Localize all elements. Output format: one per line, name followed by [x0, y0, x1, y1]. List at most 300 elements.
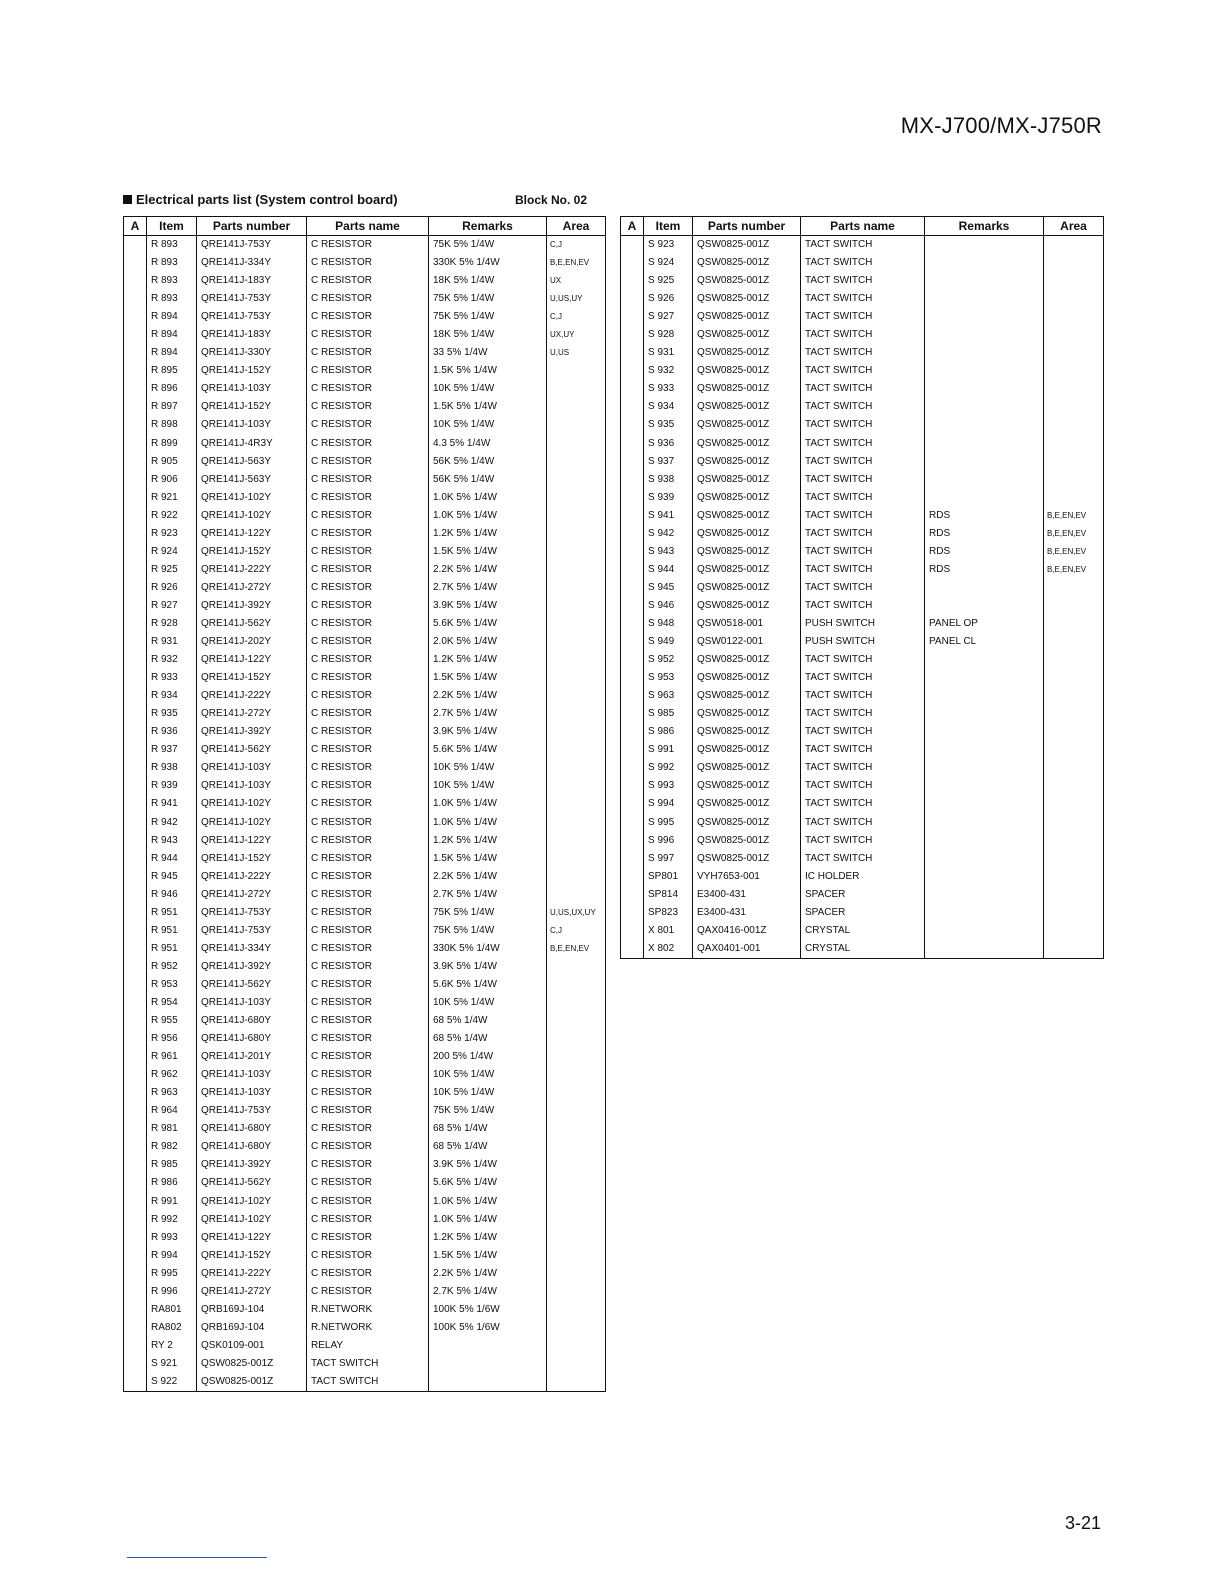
- cell-parts-name: C RESISTOR: [307, 1102, 429, 1120]
- cell-parts-name: C RESISTOR: [307, 1192, 429, 1210]
- cell-a: [124, 326, 147, 344]
- cell-parts-number: QSW0825-001Z: [693, 705, 801, 723]
- cell-area: [547, 795, 606, 813]
- cell-parts-number: QRE141J-753Y: [197, 308, 307, 326]
- cell-parts-number: VYH7653-001: [693, 868, 801, 886]
- table-row: [124, 1012, 606, 1030]
- cell-remarks: 1.5K 5% 1/4W: [429, 669, 547, 687]
- cell-item: R 893: [147, 254, 197, 272]
- cell-area: [1044, 741, 1104, 759]
- cell-a: [124, 868, 147, 886]
- cell-remarks: 10K 5% 1/4W: [429, 380, 547, 398]
- cell-a: [621, 398, 644, 416]
- table-row: [124, 832, 606, 850]
- cell-parts-number: QRE141J-272Y: [197, 705, 307, 723]
- table-row: [124, 994, 606, 1012]
- cell-remarks: 10K 5% 1/4W: [429, 759, 547, 777]
- cell-area: [547, 471, 606, 489]
- cell-area: [547, 850, 606, 868]
- table-row: [621, 236, 1104, 255]
- table-row: [621, 597, 1104, 615]
- cell-parts-number: QRE141J-753Y: [197, 236, 307, 255]
- cell-item: R 935: [147, 705, 197, 723]
- cell-item: R 954: [147, 994, 197, 1012]
- cell-remarks: 2.2K 5% 1/4W: [429, 868, 547, 886]
- cell-item: R 893: [147, 272, 197, 290]
- cell-remarks: 330K 5% 1/4W: [429, 940, 547, 958]
- table-row: [124, 777, 606, 795]
- cell-item: R 964: [147, 1102, 197, 1120]
- cell-parts-number: QRE141J-680Y: [197, 1138, 307, 1156]
- table-row: [621, 922, 1104, 940]
- table-row: [124, 272, 606, 290]
- table-row: [124, 705, 606, 723]
- cell-remarks: 10K 5% 1/4W: [429, 416, 547, 434]
- cell-item: R 933: [147, 669, 197, 687]
- cell-item: RA801: [147, 1301, 197, 1319]
- cell-area: [547, 687, 606, 705]
- cell-parts-number: QSW0825-001Z: [693, 579, 801, 597]
- cell-area: [1044, 398, 1104, 416]
- cell-a: [621, 868, 644, 886]
- cell-parts-name: TACT SWITCH: [801, 308, 925, 326]
- cell-a: [124, 669, 147, 687]
- cell-a: [124, 759, 147, 777]
- cell-area: [547, 1265, 606, 1283]
- cell-item: S 995: [644, 814, 693, 832]
- cell-area: [547, 435, 606, 453]
- cell-area: [1044, 886, 1104, 904]
- cell-parts-number: QRE141J-563Y: [197, 453, 307, 471]
- cell-a: [621, 272, 644, 290]
- cell-area: B,E,EN,EV: [1044, 525, 1104, 543]
- cell-remarks: 330K 5% 1/4W: [429, 254, 547, 272]
- cell-remarks: [925, 687, 1044, 705]
- cell-item: S 934: [644, 398, 693, 416]
- cell-remarks: [925, 795, 1044, 813]
- cell-remarks: [925, 362, 1044, 380]
- table-row: [124, 741, 606, 759]
- cell-parts-name: IC HOLDER: [801, 868, 925, 886]
- cell-area: [1044, 922, 1104, 940]
- cell-item: S 932: [644, 362, 693, 380]
- cell-area: [547, 976, 606, 994]
- cell-item: R 938: [147, 759, 197, 777]
- table-row: [621, 669, 1104, 687]
- table-row: [124, 814, 606, 832]
- cell-parts-number: QRE141J-102Y: [197, 1211, 307, 1229]
- cell-a: [621, 705, 644, 723]
- cell-parts-number: QRE141J-102Y: [197, 795, 307, 813]
- cell-area: [1044, 814, 1104, 832]
- cell-item: R 899: [147, 435, 197, 453]
- cell-parts-name: C RESISTOR: [307, 1138, 429, 1156]
- square-bullet-icon: [123, 195, 132, 204]
- cell-item: R 991: [147, 1192, 197, 1210]
- cell-area: [1044, 868, 1104, 886]
- cell-item: R 923: [147, 525, 197, 543]
- table-row: [124, 290, 606, 308]
- cell-parts-name: R.NETWORK: [307, 1301, 429, 1319]
- cell-remarks: 2.7K 5% 1/4W: [429, 886, 547, 904]
- cell-item: R 937: [147, 741, 197, 759]
- cell-parts-number: QRE141J-103Y: [197, 994, 307, 1012]
- cell-remarks: 75K 5% 1/4W: [429, 904, 547, 922]
- cell-remarks: 100K 5% 1/6W: [429, 1301, 547, 1319]
- cell-area: [547, 362, 606, 380]
- table-row: [621, 543, 1104, 561]
- cell-a: [621, 290, 644, 308]
- cell-parts-name: C RESISTOR: [307, 868, 429, 886]
- cell-area: [547, 1301, 606, 1319]
- cell-parts-name: C RESISTOR: [307, 453, 429, 471]
- table-row: [124, 1337, 606, 1355]
- cell-parts-name: C RESISTOR: [307, 1156, 429, 1174]
- table-row: [124, 1355, 606, 1373]
- cell-area: B,E,EN,EV: [1044, 561, 1104, 579]
- cell-area: [1044, 579, 1104, 597]
- cell-remarks: 2.2K 5% 1/4W: [429, 687, 547, 705]
- cell-item: X 801: [644, 922, 693, 940]
- cell-area: [547, 886, 606, 904]
- cell-parts-number: QRE141J-122Y: [197, 525, 307, 543]
- table-row: [124, 922, 606, 940]
- cell-parts-number: QRE141J-122Y: [197, 651, 307, 669]
- cell-a: [124, 814, 147, 832]
- parts-table-left: [123, 216, 606, 1392]
- table-row: [124, 795, 606, 813]
- cell-area: [547, 1066, 606, 1084]
- table-row: [621, 940, 1104, 959]
- cell-parts-number: QSW0825-001Z: [693, 687, 801, 705]
- cell-remarks: 100K 5% 1/6W: [429, 1319, 547, 1337]
- cell-item: RA802: [147, 1319, 197, 1337]
- cell-parts-number: QRE141J-392Y: [197, 597, 307, 615]
- cell-remarks: 68 5% 1/4W: [429, 1120, 547, 1138]
- cell-remarks: [925, 435, 1044, 453]
- cell-a: [124, 471, 147, 489]
- table-row: [621, 380, 1104, 398]
- cell-a: [124, 904, 147, 922]
- cell-item: S 945: [644, 579, 693, 597]
- cell-remarks: 2.7K 5% 1/4W: [429, 579, 547, 597]
- block-number: Block No. 02: [515, 193, 588, 207]
- cell-item: R 941: [147, 795, 197, 813]
- column-header-parts-name: Parts name: [307, 217, 429, 236]
- table-row: [124, 976, 606, 994]
- cell-parts-number: QRE141J-183Y: [197, 272, 307, 290]
- cell-parts-number: QRE141J-753Y: [197, 1102, 307, 1120]
- cell-area: [547, 453, 606, 471]
- cell-parts-number: QRE141J-102Y: [197, 814, 307, 832]
- cell-parts-name: C RESISTOR: [307, 886, 429, 904]
- cell-item: R 906: [147, 471, 197, 489]
- cell-item: R 926: [147, 579, 197, 597]
- cell-parts-number: QRE141J-680Y: [197, 1120, 307, 1138]
- table-row: [124, 1156, 606, 1174]
- cell-parts-number: QRE141J-122Y: [197, 1229, 307, 1247]
- table-row: [621, 832, 1104, 850]
- cell-area: [547, 741, 606, 759]
- cell-remarks: [925, 272, 1044, 290]
- cell-area: [547, 1120, 606, 1138]
- cell-parts-name: C RESISTOR: [307, 380, 429, 398]
- cell-parts-number: QSW0825-001Z: [693, 308, 801, 326]
- cell-area: [547, 525, 606, 543]
- cell-item: R 961: [147, 1048, 197, 1066]
- cell-parts-number: QSW0825-001Z: [693, 832, 801, 850]
- cell-item: R 893: [147, 290, 197, 308]
- table-row: [124, 435, 606, 453]
- cell-parts-name: TACT SWITCH: [801, 687, 925, 705]
- cell-remarks: 10K 5% 1/4W: [429, 1084, 547, 1102]
- cell-parts-number: QRE141J-392Y: [197, 958, 307, 976]
- cell-parts-number: QSW0825-001Z: [693, 416, 801, 434]
- cell-parts-name: C RESISTOR: [307, 525, 429, 543]
- table-row: [124, 561, 606, 579]
- cell-parts-name: C RESISTOR: [307, 272, 429, 290]
- cell-item: R 992: [147, 1211, 197, 1229]
- cell-remarks: [925, 651, 1044, 669]
- cell-area: [547, 1247, 606, 1265]
- cell-parts-number: QRE141J-103Y: [197, 1084, 307, 1102]
- cell-parts-number: QRE141J-202Y: [197, 633, 307, 651]
- cell-parts-name: TACT SWITCH: [801, 344, 925, 362]
- cell-area: [547, 561, 606, 579]
- cell-area: [547, 416, 606, 434]
- cell-remarks: 68 5% 1/4W: [429, 1138, 547, 1156]
- cell-parts-name: TACT SWITCH: [801, 579, 925, 597]
- cell-item: S 927: [644, 308, 693, 326]
- cell-item: R 993: [147, 1229, 197, 1247]
- cell-area: [1044, 308, 1104, 326]
- cell-area: U,US: [547, 344, 606, 362]
- table-row: [124, 254, 606, 272]
- cell-parts-number: QRE141J-334Y: [197, 940, 307, 958]
- cell-parts-number: QRE141J-103Y: [197, 380, 307, 398]
- cell-remarks: [925, 759, 1044, 777]
- cell-remarks: [429, 1355, 547, 1373]
- cell-item: S 923: [644, 236, 693, 255]
- cell-parts-number: QSW0825-001Z: [197, 1355, 307, 1373]
- cell-area: [1044, 326, 1104, 344]
- table-row: [621, 904, 1104, 922]
- cell-parts-name: C RESISTOR: [307, 922, 429, 940]
- cell-remarks: 75K 5% 1/4W: [429, 922, 547, 940]
- cell-remarks: [925, 236, 1044, 255]
- cell-remarks: [925, 416, 1044, 434]
- cell-remarks: 10K 5% 1/4W: [429, 777, 547, 795]
- table-row: [124, 308, 606, 326]
- table-row: [124, 1283, 606, 1301]
- cell-area: [1044, 471, 1104, 489]
- table-row: [124, 615, 606, 633]
- cell-parts-name: TACT SWITCH: [801, 759, 925, 777]
- cell-area: [1044, 687, 1104, 705]
- cell-item: S 993: [644, 777, 693, 795]
- cell-remarks: [925, 850, 1044, 868]
- cell-parts-name: TACT SWITCH: [801, 850, 925, 868]
- cell-item: S 937: [644, 453, 693, 471]
- cell-remarks: 5.6K 5% 1/4W: [429, 1174, 547, 1192]
- cell-remarks: [925, 868, 1044, 886]
- cell-a: [124, 344, 147, 362]
- table-row: [621, 326, 1104, 344]
- cell-item: X 802: [644, 940, 693, 959]
- column-header-area: Area: [1044, 217, 1104, 236]
- cell-a: [621, 904, 644, 922]
- cell-remarks: 5.6K 5% 1/4W: [429, 976, 547, 994]
- cell-parts-name: C RESISTOR: [307, 759, 429, 777]
- cell-remarks: 1.2K 5% 1/4W: [429, 525, 547, 543]
- cell-remarks: [925, 380, 1044, 398]
- cell-item: S 936: [644, 435, 693, 453]
- cell-remarks: [925, 669, 1044, 687]
- cell-parts-name: TACT SWITCH: [801, 651, 925, 669]
- cell-a: [124, 832, 147, 850]
- cell-parts-name: SPACER: [801, 904, 925, 922]
- cell-parts-name: C RESISTOR: [307, 543, 429, 561]
- cell-item: SP801: [644, 868, 693, 886]
- cell-area: [547, 489, 606, 507]
- cell-a: [124, 1355, 147, 1373]
- cell-item: S 931: [644, 344, 693, 362]
- cell-a: [124, 1120, 147, 1138]
- cell-remarks: [925, 344, 1044, 362]
- cell-a: [124, 254, 147, 272]
- cell-parts-number: QSW0122-001: [693, 633, 801, 651]
- cell-parts-number: QRE141J-753Y: [197, 290, 307, 308]
- cell-parts-name: C RESISTOR: [307, 669, 429, 687]
- cell-parts-name: PUSH SWITCH: [801, 633, 925, 651]
- column-header-a: A: [124, 217, 147, 236]
- cell-item: R 994: [147, 1247, 197, 1265]
- cell-parts-number: QRE141J-562Y: [197, 615, 307, 633]
- cell-a: [124, 507, 147, 525]
- cell-item: R 943: [147, 832, 197, 850]
- table-row: [621, 741, 1104, 759]
- cell-parts-number: QRE141J-152Y: [197, 362, 307, 380]
- cell-a: [124, 453, 147, 471]
- cell-parts-number: QSW0825-001Z: [197, 1373, 307, 1392]
- cell-remarks: 33 5% 1/4W: [429, 344, 547, 362]
- cell-item: S 992: [644, 759, 693, 777]
- cell-a: [124, 994, 147, 1012]
- cell-parts-name: C RESISTOR: [307, 705, 429, 723]
- cell-item: R 946: [147, 886, 197, 904]
- footer-rule: [127, 1557, 267, 1558]
- table-row: [124, 362, 606, 380]
- cell-parts-name: C RESISTOR: [307, 795, 429, 813]
- cell-remarks: [429, 1373, 547, 1392]
- cell-a: [124, 1048, 147, 1066]
- cell-area: [547, 615, 606, 633]
- cell-parts-number: QRB169J-104: [197, 1301, 307, 1319]
- cell-item: S 996: [644, 832, 693, 850]
- cell-area: [1044, 651, 1104, 669]
- table-row: [621, 615, 1104, 633]
- cell-a: [124, 362, 147, 380]
- cell-area: C,J: [547, 922, 606, 940]
- cell-item: R 894: [147, 308, 197, 326]
- cell-parts-name: TACT SWITCH: [307, 1355, 429, 1373]
- cell-parts-name: R.NETWORK: [307, 1319, 429, 1337]
- table-row: [124, 471, 606, 489]
- cell-item: R 897: [147, 398, 197, 416]
- cell-a: [621, 615, 644, 633]
- cell-item: R 895: [147, 362, 197, 380]
- cell-parts-number: QRE141J-152Y: [197, 850, 307, 868]
- cell-area: [1044, 832, 1104, 850]
- cell-area: [547, 597, 606, 615]
- cell-a: [621, 453, 644, 471]
- cell-a: [124, 416, 147, 434]
- cell-item: R 986: [147, 1174, 197, 1192]
- cell-area: B,E,EN,EV: [547, 940, 606, 958]
- cell-item: S 928: [644, 326, 693, 344]
- parts-table-left-body: [124, 236, 606, 1392]
- cell-parts-number: QSW0825-001Z: [693, 759, 801, 777]
- cell-item: R 945: [147, 868, 197, 886]
- cell-a: [621, 669, 644, 687]
- cell-area: [547, 814, 606, 832]
- cell-a: [621, 561, 644, 579]
- cell-item: R 944: [147, 850, 197, 868]
- cell-a: [124, 741, 147, 759]
- cell-a: [124, 1265, 147, 1283]
- table-header-row: [621, 217, 1104, 236]
- cell-area: [547, 507, 606, 525]
- cell-remarks: 68 5% 1/4W: [429, 1030, 547, 1048]
- cell-remarks: [925, 904, 1044, 922]
- cell-parts-name: C RESISTOR: [307, 435, 429, 453]
- cell-parts-number: QRE141J-152Y: [197, 1247, 307, 1265]
- cell-item: S 949: [644, 633, 693, 651]
- cell-parts-number: QRE141J-680Y: [197, 1030, 307, 1048]
- cell-a: [621, 471, 644, 489]
- cell-parts-name: TACT SWITCH: [801, 272, 925, 290]
- cell-area: C,J: [547, 236, 606, 255]
- cell-a: [621, 543, 644, 561]
- cell-parts-name: C RESISTOR: [307, 1174, 429, 1192]
- cell-remarks: 1.2K 5% 1/4W: [429, 1229, 547, 1247]
- cell-item: S 942: [644, 525, 693, 543]
- cell-area: [547, 723, 606, 741]
- cell-parts-number: QSW0825-001Z: [693, 290, 801, 308]
- cell-area: [547, 398, 606, 416]
- cell-parts-name: TACT SWITCH: [801, 705, 925, 723]
- cell-parts-number: QRE141J-122Y: [197, 832, 307, 850]
- cell-parts-number: QRE141J-103Y: [197, 777, 307, 795]
- cell-area: [547, 1048, 606, 1066]
- cell-area: [1044, 597, 1104, 615]
- cell-remarks: 18K 5% 1/4W: [429, 326, 547, 344]
- cell-remarks: [925, 398, 1044, 416]
- cell-a: [124, 651, 147, 669]
- cell-remarks: [429, 1337, 547, 1355]
- cell-parts-number: QSW0825-001Z: [693, 507, 801, 525]
- cell-item: R 894: [147, 326, 197, 344]
- cell-item: R 934: [147, 687, 197, 705]
- cell-area: [547, 651, 606, 669]
- cell-parts-number: QSW0825-001Z: [693, 543, 801, 561]
- cell-parts-number: QRE141J-201Y: [197, 1048, 307, 1066]
- table-row: [124, 579, 606, 597]
- table-row: [621, 579, 1104, 597]
- cell-remarks: 1.0K 5% 1/4W: [429, 814, 547, 832]
- table-row: [621, 344, 1104, 362]
- cell-remarks: 75K 5% 1/4W: [429, 290, 547, 308]
